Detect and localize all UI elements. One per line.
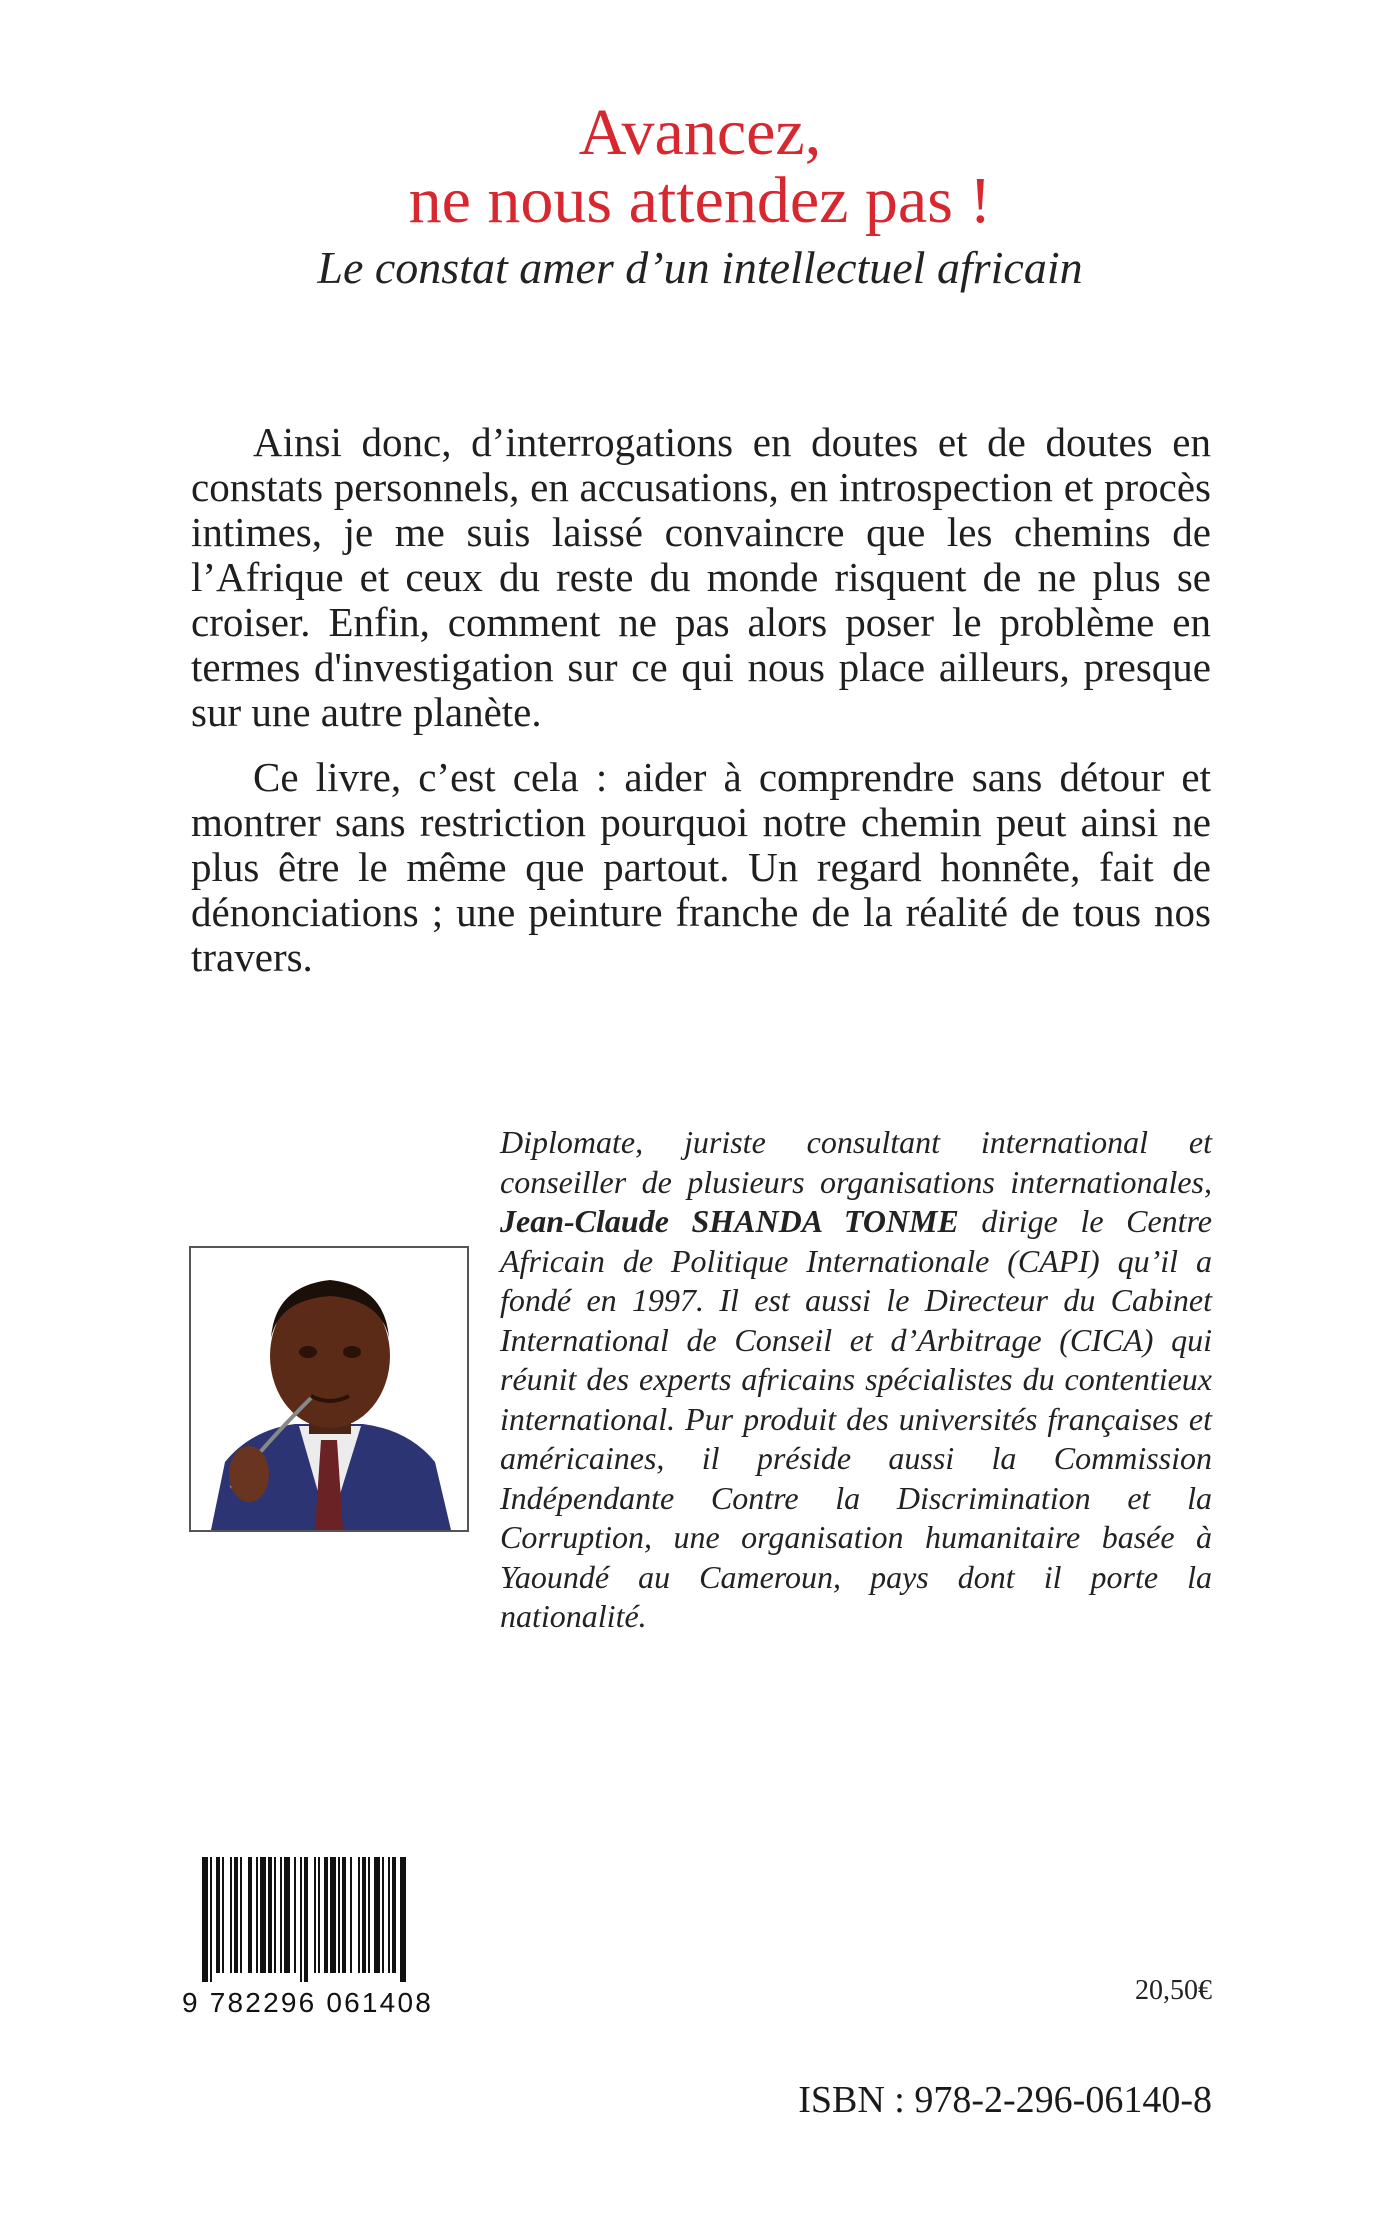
barcode-bar [248, 1857, 252, 1973]
author-bio-text: dirige le Centre Africain de Politique Internationale (CAPI) qu’il a fondé en 1997. Il est aussi le Directeur du Cabinet International de Conseil et d’Arbitrage (CICA) qui réunit des experts africains spécialistes du contentieux international. Pur produit des universités françaises et américaines, il préside aussi la Commission Indépendante Contre la Discrimination et la Corruption, une organisation humanitaire basée à Yaoundé au Cameroun, pays dont il porte la nationalité. [500, 1203, 1213, 1634]
barcode-bar [382, 1857, 384, 1973]
barcode-bar [368, 1857, 370, 1973]
author-name: Jean-Claude SHANDA TONME [500, 1203, 959, 1239]
book-subtitle: Le constat amer d’un intellectuel africain [317, 242, 1083, 293]
barcode-bar [330, 1857, 336, 1973]
barcode-bar [300, 1857, 302, 1982]
barcode-bar [284, 1857, 290, 1973]
barcode-bar [388, 1857, 390, 1973]
barcode-bar [350, 1857, 352, 1973]
book-title-line-1: Avancez, [578, 96, 822, 169]
barcode-digits: 9 782296 061408 [182, 1987, 433, 2018]
barcode-bar [342, 1857, 346, 1973]
barcode [198, 1857, 466, 1982]
barcode-bar [374, 1857, 380, 1973]
barcode-bar [304, 1857, 308, 1982]
blurb-paragraph-2: Ce livre, c’est cela : aider à comprendre sans détour et montrer sans restriction pourquoi notre chemin peut ainsi ne plus être le même que partout. Un regard honnête, fait de dénonciations ; une peinture franche de la réalité de tous nos travers. [191, 754, 1211, 980]
barcode-bar [362, 1857, 366, 1973]
barcode-bar [338, 1857, 340, 1973]
barcode-bar [324, 1857, 328, 1973]
back-cover-blurb [191, 420, 1211, 980]
barcode-bar [400, 1857, 406, 1982]
barcode-bar [314, 1857, 316, 1973]
barcode-bar [240, 1857, 242, 1973]
barcode-bar [230, 1857, 232, 1973]
barcode-bar [216, 1857, 220, 1973]
author-photo [189, 1246, 469, 1532]
barcode-bar [234, 1857, 238, 1973]
barcode-bar [318, 1857, 320, 1973]
barcode-bar [202, 1857, 208, 1982]
isbn: ISBN : 978-2-296-06140-8 [798, 2079, 1212, 2121]
blurb-paragraph-1: Ainsi donc, d’interrogations en doutes et de doutes en constats personnels, en accusations, en introspection et procès intimes, je me suis laissé convaincre que les chemins de l’Afrique et ceux du reste du monde risquent de ne plus se croiser. Enfin, comment ne pas alors poser le problème en termes d'investigation sur ce qui nous place ailleurs, presque sur une autre planète. [191, 419, 1211, 735]
author-bio [500, 1123, 1212, 1637]
barcode-bar [358, 1857, 360, 1973]
barcode-bar [274, 1857, 276, 1973]
barcode-bar [210, 1857, 212, 1982]
barcode-bar [260, 1857, 266, 1973]
barcode-bar [256, 1857, 258, 1973]
barcode-bar [294, 1857, 296, 1973]
price: 20,50€ [1135, 1975, 1212, 2006]
barcode-bar [268, 1857, 272, 1973]
barcode-bar [222, 1857, 224, 1973]
barcode-bar [392, 1857, 396, 1973]
author-bio-intro: Diplomate, juriste consultant international et conseiller de plusieurs organisations internationales, [500, 1124, 1212, 1200]
author-bio-paragraph [500, 1123, 1212, 1637]
barcode-bar [280, 1857, 282, 1973]
book-title-line-2: ne nous attendez pas ! [408, 164, 992, 237]
